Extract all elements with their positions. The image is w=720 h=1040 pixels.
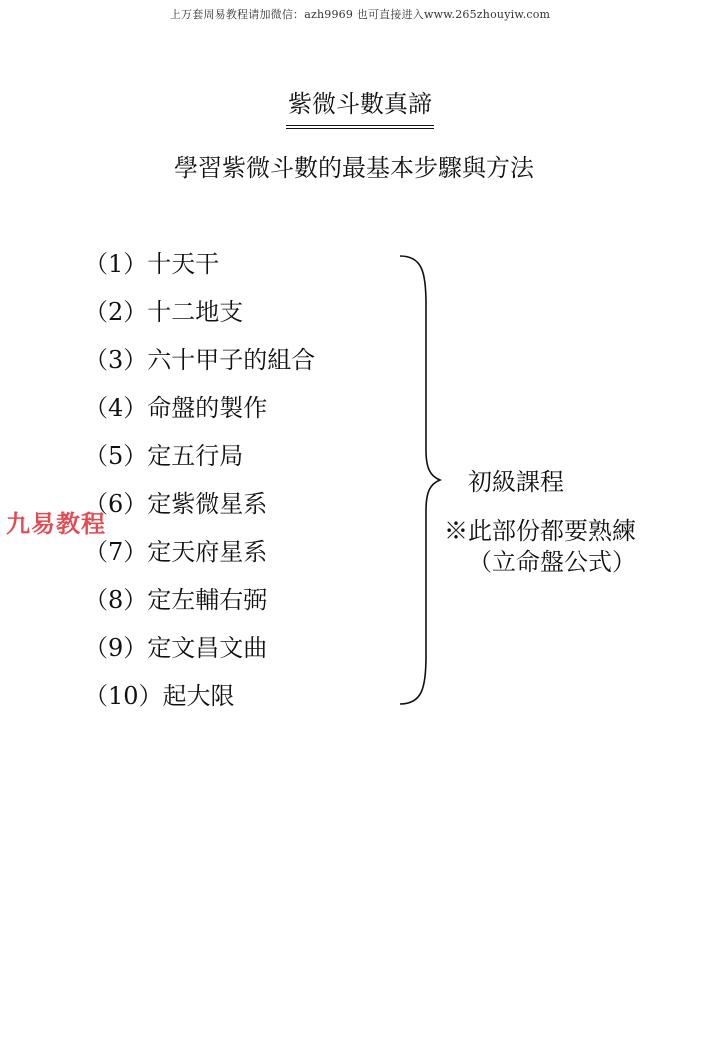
step-number: （1）: [84, 250, 148, 278]
step-number: （10）: [84, 682, 163, 710]
steps-list: [84, 246, 315, 726]
step-item: [84, 294, 315, 342]
step-item: [84, 390, 315, 438]
step-text: 定紫微星系: [147, 490, 268, 518]
step-text: 定五行局: [147, 442, 244, 470]
step-text: 定天府星系: [147, 538, 268, 566]
document-title-block: [0, 84, 720, 129]
document-subtitle: 學習紫微斗數的最基本步驟與方法: [174, 154, 534, 182]
step-item: [84, 630, 315, 678]
step-item: [84, 438, 315, 486]
step-number: （4）: [84, 394, 148, 422]
step-text: 定文昌文曲: [147, 634, 268, 662]
course-label: 初級課程: [468, 468, 564, 496]
step-number: （3）: [84, 346, 148, 374]
step-text: 十天干: [147, 250, 220, 278]
step-item: [84, 534, 315, 582]
step-text: 命盤的製作: [147, 394, 268, 422]
step-text: 十二地支: [147, 298, 244, 326]
watermark-logo: 九易教程: [6, 510, 106, 538]
step-number: （9）: [84, 634, 148, 662]
step-number: （5）: [84, 442, 148, 470]
step-text: 六十甲子的組合: [147, 346, 316, 374]
note-line-1: ※此部份都要熟練: [444, 517, 636, 545]
source-note: 上万套周易教程请加微信：azh9969 也可直接进入www.265zhouyiw.com: [169, 8, 551, 21]
document-title: 紫微斗數真諦: [286, 84, 434, 129]
step-item: [84, 486, 315, 534]
step-number: （8）: [84, 586, 148, 614]
step-item: [84, 582, 315, 630]
right-curly-brace: [396, 254, 446, 706]
step-text: 定左輔右弼: [147, 586, 268, 614]
note-line-2: （立命盤公式）: [468, 548, 636, 576]
step-item: [84, 246, 315, 294]
step-item: [84, 342, 315, 390]
step-number: （7）: [84, 538, 148, 566]
step-text: 起大限: [162, 682, 235, 710]
step-number: （2）: [84, 298, 148, 326]
step-item: [84, 678, 315, 726]
step-number: （6）: [84, 490, 148, 518]
